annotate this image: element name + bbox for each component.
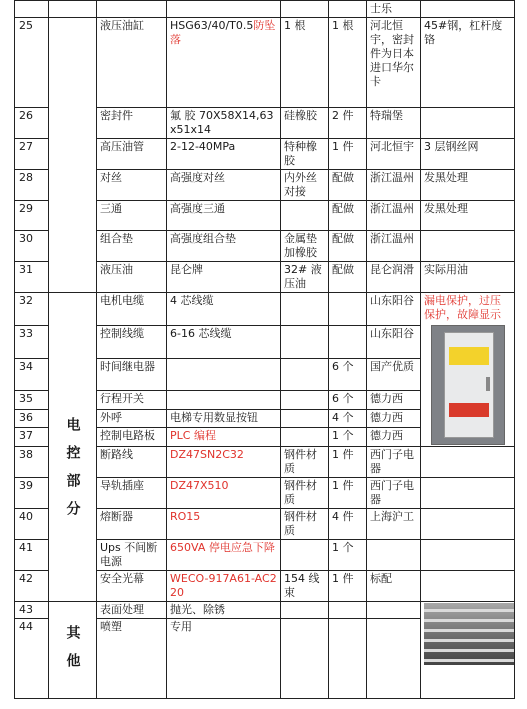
item-material <box>281 358 329 391</box>
spec-text: 2-12-40MPa <box>170 140 236 153</box>
item-spec <box>167 509 281 540</box>
item-name: 行程开关 <box>97 391 167 410</box>
item-brand <box>367 602 421 619</box>
spec-text: 4 芯线缆 <box>170 294 214 307</box>
item-material <box>281 409 329 428</box>
item-brand: 德力西 <box>367 391 421 410</box>
item-qty: 4 件 <box>329 509 367 540</box>
rails-photo-cell <box>421 602 515 699</box>
row-number: 29 <box>15 201 49 231</box>
item-name: 电机电缆 <box>97 293 167 326</box>
empty-cell <box>421 1 515 18</box>
spec-text: HSG63/40/T0.5 <box>170 19 254 32</box>
spec-text: 抛光、除锈 <box>170 603 225 616</box>
row-number: 34 <box>15 358 49 391</box>
item-brand: 河北恒宇，密封件为日本进口华尔卡 <box>367 18 421 108</box>
item-name: 密封件 <box>97 108 167 139</box>
item-remark: 3 层钢丝网 <box>421 139 515 170</box>
item-name: 高压油管 <box>97 139 167 170</box>
item-brand <box>367 619 421 699</box>
row-number: 42 <box>15 571 49 602</box>
item-qty <box>329 325 367 358</box>
item-qty: 配做 <box>329 201 367 231</box>
electric-remark: 漏电保护，过压保护，故障显示 <box>424 294 501 321</box>
item-brand: 西门子电器 <box>367 447 421 478</box>
spec-text: 6-16 芯线缆 <box>170 326 232 340</box>
control-cabinet-photo <box>431 325 505 445</box>
item-spec <box>167 478 281 509</box>
row-number: 36 <box>15 409 49 428</box>
item-name: 断路线 <box>97 447 167 478</box>
spec-text: 电梯专用数显按钮 <box>170 410 258 424</box>
item-material: 32# 液压油 <box>281 262 329 293</box>
item-brand: 昆仑润滑 <box>367 262 421 293</box>
item-remark <box>421 108 515 139</box>
top-note-cell: 士乐 <box>367 1 421 18</box>
item-spec <box>167 391 281 410</box>
item-qty: 6 个 <box>329 391 367 410</box>
empty-cell <box>49 1 97 18</box>
row-number: 27 <box>15 139 49 170</box>
table-row <box>15 293 515 326</box>
item-spec <box>167 170 281 201</box>
item-name: 外呼 <box>97 409 167 428</box>
empty-cell <box>167 1 281 18</box>
spec-table <box>14 0 515 699</box>
item-qty: 配做 <box>329 231 367 262</box>
item-qty: 1 件 <box>329 139 367 170</box>
item-brand: 河北恒宇 <box>367 139 421 170</box>
item-material <box>281 325 329 358</box>
item-name: 对丝 <box>97 170 167 201</box>
item-material: 钢件材质 <box>281 447 329 478</box>
item-remark <box>421 478 515 509</box>
item-material: 硅橡胶 <box>281 108 329 139</box>
empty-cell <box>329 1 367 18</box>
item-qty: 配做 <box>329 262 367 293</box>
item-qty <box>329 619 367 699</box>
item-spec <box>167 293 281 326</box>
item-brand: 浙江温州 <box>367 201 421 231</box>
row-number: 35 <box>15 391 49 410</box>
item-name: 液压油缸 <box>97 18 167 108</box>
table-row <box>15 1 515 18</box>
spec-highlight: WECO-917A61-AC220 <box>170 572 277 599</box>
section-other <box>49 602 97 699</box>
item-brand: 浙江温州 <box>367 231 421 262</box>
section-empty <box>49 18 97 293</box>
item-spec <box>167 447 281 478</box>
item-material: 钢件材质 <box>281 478 329 509</box>
item-material <box>281 619 329 699</box>
section-label-electric: 电控部分 <box>64 416 81 529</box>
item-name: 表面处理 <box>97 602 167 619</box>
item-material <box>281 540 329 571</box>
spec-text: 高强度三通 <box>170 202 225 215</box>
item-brand: 山东阳谷 <box>367 325 421 358</box>
item-brand <box>367 540 421 571</box>
empty-cell <box>15 1 49 18</box>
row-number: 33 <box>15 325 49 358</box>
item-spec <box>167 540 281 571</box>
row-number: 28 <box>15 170 49 201</box>
item-brand: 德力西 <box>367 409 421 428</box>
table-row <box>15 18 515 108</box>
item-material <box>281 602 329 619</box>
item-spec <box>167 602 281 619</box>
item-qty: 配做 <box>329 170 367 201</box>
item-remark: 实际用油 <box>421 262 515 293</box>
item-name: 喷塑 <box>97 619 167 699</box>
item-remark <box>421 540 515 571</box>
item-material <box>281 391 329 410</box>
item-name: 三通 <box>97 201 167 231</box>
item-qty: 6 个 <box>329 358 367 391</box>
spec-highlight: DZ47SN2C32 <box>170 448 244 461</box>
item-name: 安全光幕 <box>97 571 167 602</box>
item-qty: 4 个 <box>329 409 367 428</box>
item-qty: 1 根 <box>329 18 367 108</box>
item-name: Ups 不间断电源 <box>97 540 167 571</box>
item-name: 控制线缆 <box>97 325 167 358</box>
item-qty: 2 件 <box>329 108 367 139</box>
row-number: 43 <box>15 602 49 619</box>
row-number: 26 <box>15 108 49 139</box>
item-spec <box>167 428 281 447</box>
item-material <box>281 201 329 231</box>
empty-cell <box>97 1 167 18</box>
spec-highlight: DZ47X510 <box>170 479 229 492</box>
item-spec <box>167 139 281 170</box>
item-name: 组合垫 <box>97 231 167 262</box>
item-qty: 1 个 <box>329 428 367 447</box>
item-qty: 1 件 <box>329 478 367 509</box>
spec-text: 高强度对丝 <box>170 171 225 184</box>
row-number: 25 <box>15 18 49 108</box>
item-material: 特种橡胶 <box>281 139 329 170</box>
item-brand: 特瑞堡 <box>367 108 421 139</box>
section-label-other: 其他 <box>64 624 81 681</box>
row-number: 44 <box>15 619 49 699</box>
item-brand: 山东阳谷 <box>367 293 421 326</box>
item-material: 钢件材质 <box>281 509 329 540</box>
item-spec <box>167 571 281 602</box>
item-name: 控制电路板 <box>97 428 167 447</box>
row-number: 30 <box>15 231 49 262</box>
item-brand: 国产优质 <box>367 358 421 391</box>
item-remark <box>421 509 515 540</box>
item-name: 熔断器 <box>97 509 167 540</box>
item-material: 154 线束 <box>281 571 329 602</box>
item-qty: 1 个 <box>329 540 367 571</box>
item-remark: 发黑处理 <box>421 201 515 231</box>
item-material: 1 根 <box>281 18 329 108</box>
table-row <box>15 602 515 619</box>
item-brand: 浙江温州 <box>367 170 421 201</box>
row-number: 32 <box>15 293 49 326</box>
item-material <box>281 293 329 326</box>
item-spec <box>167 262 281 293</box>
item-brand: 西门子电器 <box>367 478 421 509</box>
item-brand: 上海沪工 <box>367 509 421 540</box>
spec-text: 高强度组合垫 <box>170 232 236 245</box>
section-electric <box>49 293 97 602</box>
item-spec <box>167 358 281 391</box>
item-spec <box>167 619 281 699</box>
item-spec <box>167 108 281 139</box>
item-spec <box>167 201 281 231</box>
electric-remark-cell <box>421 293 515 447</box>
row-number: 38 <box>15 447 49 478</box>
item-remark <box>421 447 515 478</box>
item-qty <box>329 602 367 619</box>
item-name: 液压油 <box>97 262 167 293</box>
row-number: 31 <box>15 262 49 293</box>
item-qty: 1 件 <box>329 447 367 478</box>
item-remark: 发黑处理 <box>421 170 515 201</box>
item-brand: 标配 <box>367 571 421 602</box>
spec-text: 昆仑牌 <box>170 263 203 276</box>
item-name: 时间继电器 <box>97 358 167 391</box>
item-spec <box>167 18 281 108</box>
item-brand: 德力西 <box>367 428 421 447</box>
item-spec <box>167 409 281 428</box>
spec-highlight: 650VA 停电应急下降 <box>170 541 275 554</box>
spec-text: 氟 胶 70X58X14,63x51x14 <box>170 109 274 136</box>
steel-rails-photo <box>424 603 515 665</box>
spec-highlight: 防坠落 <box>170 19 276 46</box>
item-remark <box>421 571 515 602</box>
item-material: 金属垫加橡胶 <box>281 231 329 262</box>
row-number: 39 <box>15 478 49 509</box>
item-spec <box>167 325 281 358</box>
row-number: 40 <box>15 509 49 540</box>
item-remark: 45#钢，杠杆度铬 <box>421 18 515 108</box>
row-number: 37 <box>15 428 49 447</box>
spec-highlight: RO15 <box>170 510 201 523</box>
spec-text: 专用 <box>170 620 192 633</box>
item-name: 导轨插座 <box>97 478 167 509</box>
item-qty: 1 件 <box>329 571 367 602</box>
item-remark <box>421 231 515 262</box>
item-material: 内外丝对接 <box>281 170 329 201</box>
spec-highlight: PLC 编程 <box>170 429 216 443</box>
item-qty <box>329 293 367 326</box>
item-spec <box>167 231 281 262</box>
item-material <box>281 428 329 447</box>
empty-cell <box>281 1 329 18</box>
row-number: 41 <box>15 540 49 571</box>
